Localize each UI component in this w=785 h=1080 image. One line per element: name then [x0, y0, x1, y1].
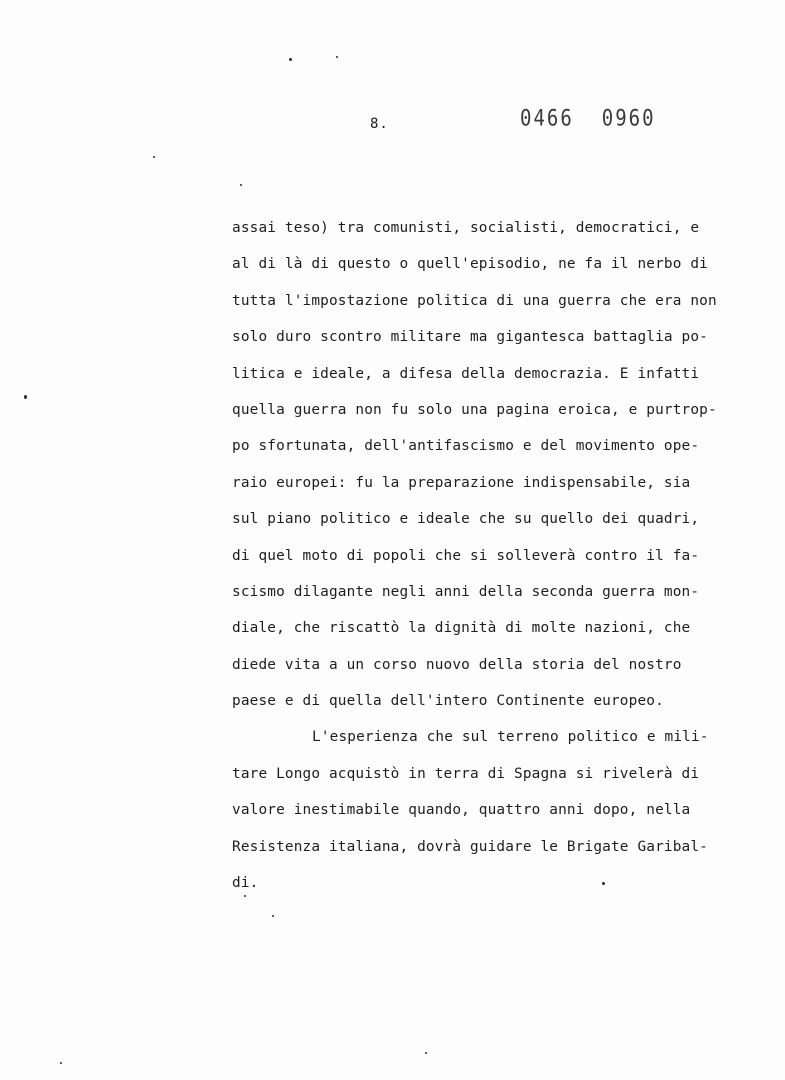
text-line: diale, che riscattò la dignità di molte nazioni, che	[232, 620, 691, 637]
text-line: litica e ideale, a difesa della democrazia. E infatti	[232, 365, 700, 382]
text-line: diede vita a un corso nuovo della storia del nostro	[232, 656, 682, 673]
text-line: scismo dilagante negli anni della seconda guerra mon-	[232, 583, 700, 600]
text-line: al di là di questo o quell'episodio, ne fa il nerbo di	[232, 256, 708, 273]
archive-code-series: 0466	[520, 106, 574, 132]
scan-speck	[24, 395, 27, 399]
scan-speck	[240, 184, 242, 186]
text-line: quella guerra non fu solo una pagina eroica, e purtrop-	[232, 401, 717, 418]
body-text	[232, 216, 752, 907]
text-line: di.	[232, 875, 259, 892]
scan-speck	[602, 882, 605, 885]
scan-speck	[289, 58, 292, 61]
archive-code	[520, 106, 656, 131]
archive-code-number: 0960	[601, 106, 656, 132]
text-line: Resistenza italiana, dovrà guidare le Brigate Garibal-	[232, 838, 708, 855]
text-line: raio europei: fu la preparazione indispensabile, sia	[232, 474, 691, 491]
scan-speck	[425, 1052, 427, 1054]
text-line: tare Longo acquistò in terra di Spagna si rivelerà di	[232, 765, 700, 782]
scan-speck	[153, 156, 155, 158]
text-line: L'esperienza che sul terreno politico e mili-	[312, 729, 709, 746]
scan-speck	[244, 895, 246, 897]
text-line: tutta l'impostazione politica di una guerra che era non	[232, 292, 717, 309]
page-number: 8.	[370, 116, 389, 132]
text-line: sul piano politico e ideale che su quello dei quadri,	[232, 511, 700, 528]
text-line: di quel moto di popoli che si solleverà contro il fa-	[232, 547, 700, 564]
text-line: paese e di quella dell'intero Continente europeo.	[232, 693, 664, 710]
scan-speck	[272, 915, 274, 917]
scan-speck	[336, 56, 338, 58]
scan-speck	[60, 1062, 62, 1064]
text-line: valore inestimabile quando, quattro anni dopo, nella	[232, 802, 691, 819]
text-line: assai teso) tra comunisti, socialisti, democratici, e	[232, 220, 700, 236]
text-line: solo duro scontro militare ma gigantesca battaglia po-	[232, 329, 708, 346]
text-line: po sfortunata, dell'antifascismo e del movimento ope-	[232, 438, 700, 455]
